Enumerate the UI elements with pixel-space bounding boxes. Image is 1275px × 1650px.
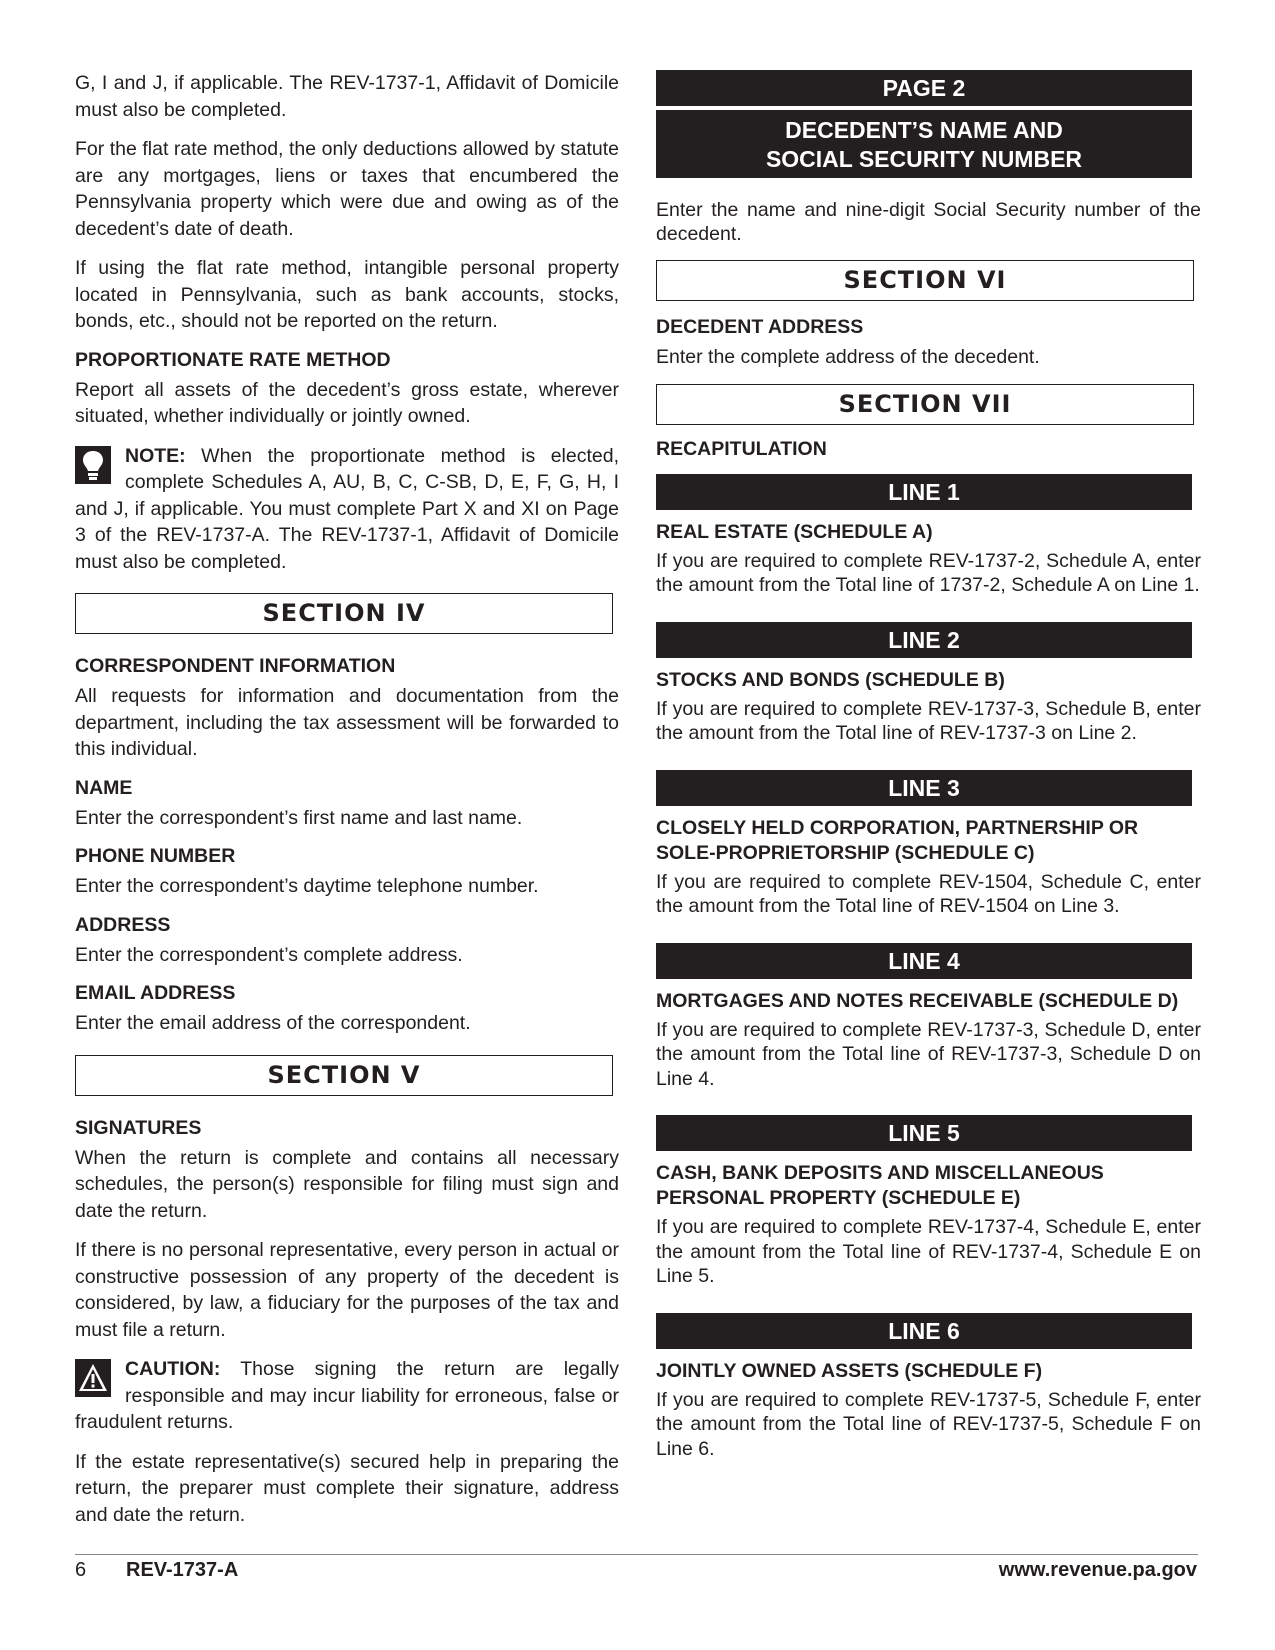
subheading: SIGNATURES xyxy=(75,1116,202,1139)
page-2-heading: PAGE 2 xyxy=(656,70,1192,106)
paragraph: Report all assets of the decedent’s gross estate, wherever situated, whether individually or jointly owned. xyxy=(75,378,619,427)
section-iv-heading: SECTION IV xyxy=(75,593,613,634)
paragraph: All requests for information and documentation from the department, including the tax assessment will be forwarded to this individual. xyxy=(75,685,619,760)
lightbulb-icon xyxy=(75,446,111,484)
decedent-heading-line-2: SOCIAL SECURITY NUMBER xyxy=(765,146,1083,172)
paragraph: Enter the correspondent’s first name and last name. xyxy=(75,806,523,829)
warning-triangle-icon xyxy=(75,1359,111,1397)
paragraph: If you are required to complete REV-1737-2, Schedule A, enter the amount from the Total line of 1737-2, Schedule A on Line 1. xyxy=(656,549,1201,596)
subheading: NAME xyxy=(75,776,133,799)
paragraph: If using the flat rate method, intangible personal property located in Pennsylvania, such as bank accounts, stocks, bonds, etc., should not be reported on the return. xyxy=(75,257,619,332)
website-url[interactable]: www.revenue.pa.gov xyxy=(998,1559,1197,1581)
subheading: PHONE NUMBER xyxy=(75,845,236,867)
caution-text: Those signing the return are legally responsible and may incur liability for erroneous, false or fraudulent returns. xyxy=(75,1358,619,1433)
subheading: ADDRESS xyxy=(75,913,171,936)
paragraph: If you are required to complete REV-1737-3, Schedule D, enter the amount from the Total line of REV-1737-3, Schedule D on Line 4. xyxy=(656,1018,1201,1090)
paragraph: Enter the correspondent’s complete address. xyxy=(75,943,463,966)
paragraph: Enter the name and nine-digit Social Security number of the decedent. xyxy=(656,199,1201,245)
subheading: JOINTLY OWNED ASSETS (SCHEDULE F) xyxy=(656,1359,1043,1382)
line-3-heading: LINE 3 xyxy=(656,770,1192,806)
paragraph: If you are required to complete REV-1737-4, Schedule E, enter the amount from the Total line of REV-1737-4, Schedule E on Line 5. xyxy=(656,1216,1201,1287)
line-6-heading: LINE 6 xyxy=(656,1313,1192,1349)
note-block xyxy=(75,443,619,576)
line-1-heading: LINE 1 xyxy=(656,474,1192,510)
subheading: PROPORTIONATE RATE METHOD xyxy=(75,348,391,371)
line-5-heading: LINE 5 xyxy=(656,1115,1192,1151)
subheading: EMAIL ADDRESS xyxy=(75,982,236,1004)
paragraph: When the return is complete and contains all necessary schedules, the person(s) responsible for filing must sign and date the return. xyxy=(75,1146,619,1222)
subheading: STOCKS AND BONDS (SCHEDULE B) xyxy=(656,668,1005,691)
paragraph: Enter the email address of the correspondent. xyxy=(75,1012,471,1034)
paragraph: If you are required to complete REV-1504, Schedule C, enter the amount from the Total line of REV-1504 on Line 3. xyxy=(656,870,1201,917)
paragraph: Enter the correspondent’s daytime telephone number. xyxy=(75,875,539,897)
subheading: REAL ESTATE (SCHEDULE A) xyxy=(656,520,933,543)
paragraph: If the estate representative(s) secured help in preparing the return, the preparer must complete their signature, address and date the return. xyxy=(75,1450,619,1526)
left-column xyxy=(75,70,619,1541)
subheading: CASH, BANK DEPOSITS AND MISCELLANEOUS PERSONAL PROPERTY (SCHEDULE E) xyxy=(656,1162,1104,1209)
note-label: NOTE: xyxy=(125,444,186,467)
subheading: DECEDENT ADDRESS xyxy=(656,316,864,338)
decedent-heading xyxy=(656,110,1192,178)
caution-block xyxy=(75,1356,619,1436)
paragraph: G, I and J, if applicable. The REV-1737-1, Affidavit of Domicile must also be completed. xyxy=(75,72,619,121)
paragraph: If you are required to complete REV-1737-3, Schedule B, enter the amount from the Total line of REV-1737-3 on Line 2. xyxy=(656,697,1201,744)
line-4-heading: LINE 4 xyxy=(656,943,1192,979)
paragraph: If there is no personal representative, every person in actual or constructive possession of any property of the decedent is considered, by law, a fiduciary for the purposes of the tax and must file a return. xyxy=(75,1239,619,1341)
section-vi-heading: SECTION VI xyxy=(656,260,1194,301)
right-column xyxy=(656,70,1201,1474)
subheading: RECAPITULATION xyxy=(656,437,827,460)
line-2-heading: LINE 2 xyxy=(656,622,1192,658)
decedent-heading-line-1: DECEDENT’S NAME AND xyxy=(785,117,1063,143)
footer-divider xyxy=(75,1554,1198,1555)
paragraph: Enter the complete address of the decedent. xyxy=(656,346,1040,368)
section-v-heading: SECTION V xyxy=(75,1055,613,1096)
note-text: When the proportionate method is elected, complete Schedules A, AU, B, C, C-SB, D, E, F, G, H, I and J, if applicable. You must complete Part X and XI on Page 3 of the REV-1737-A. The REV-1737-1, Affidavit of Domicile must also be completed. xyxy=(75,444,619,573)
subheading: CORRESPONDENT INFORMATION xyxy=(75,655,396,677)
section-vii-heading: SECTION VII xyxy=(656,384,1194,425)
page-number: 6 xyxy=(75,1559,87,1581)
paragraph: For the flat rate method, the only deductions allowed by statute are any mortgages, liens or taxes that encumbered the Pennsylvania property which were due and owing as of the decedent’s date of death. xyxy=(75,138,619,240)
subheading: CLOSELY HELD CORPORATION, PARTNERSHIP OR SOLE-PROPRIETORSHIP (SCHEDULE C) xyxy=(656,816,1139,864)
subheading: MORTGAGES AND NOTES RECEIVABLE (SCHEDULE D) xyxy=(656,989,1179,1012)
paragraph: If you are required to complete REV-1737-5, Schedule F, enter the amount from the Total line of REV-1737-5, Schedule F on Line 6. xyxy=(656,1388,1201,1460)
caution-label: CAUTION: xyxy=(125,1358,221,1380)
form-id: REV-1737-A xyxy=(126,1559,239,1581)
